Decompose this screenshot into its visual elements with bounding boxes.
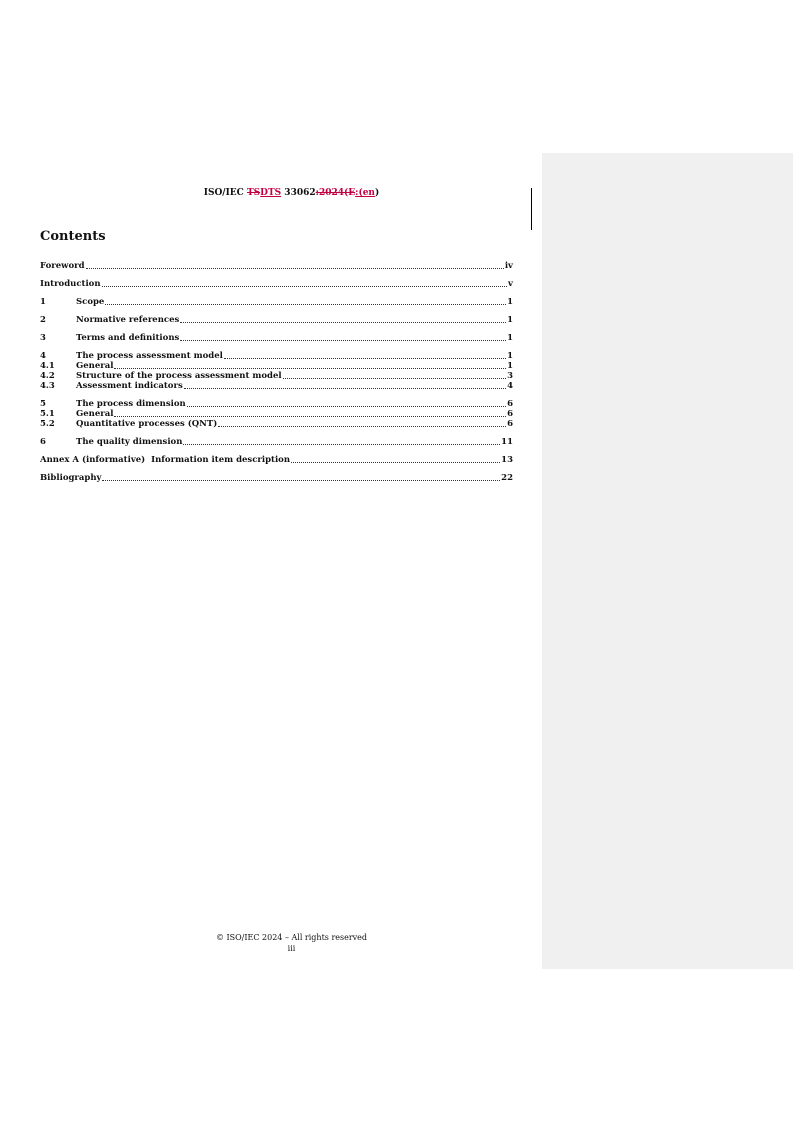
copyright-notice: © ISO/IEC 2024 – All rights reserved bbox=[215, 933, 368, 942]
header-close: ) bbox=[374, 188, 380, 198]
header-prefix: ISO/IEC bbox=[203, 188, 247, 198]
toc-label: Introduction bbox=[40, 279, 101, 289]
toc-page: iv bbox=[504, 261, 513, 271]
toc-leader bbox=[183, 444, 500, 445]
toc-number: 6 bbox=[40, 437, 46, 447]
toc-label: Scope bbox=[76, 297, 105, 307]
toc-page: 1 bbox=[507, 361, 513, 371]
toc-entry-annex-a[interactable] bbox=[40, 455, 513, 465]
toc-label: Annex A (informative) Information item description bbox=[40, 455, 291, 465]
inserted-dts: DTS bbox=[260, 188, 282, 198]
toc-leader bbox=[218, 426, 506, 427]
toc-label: Foreword bbox=[40, 261, 85, 271]
toc-entry-general-4-1[interactable] bbox=[40, 361, 513, 371]
toc-leader bbox=[86, 268, 504, 269]
toc-label: Assessment indicators bbox=[76, 381, 183, 391]
toc-entry-quantitative-processes[interactable] bbox=[40, 419, 513, 429]
deleted-year: :2024(E bbox=[315, 188, 356, 198]
page-title: Contents bbox=[40, 229, 106, 244]
toc-leader bbox=[105, 304, 506, 305]
toc-entry-general-5-1[interactable] bbox=[40, 409, 513, 419]
toc-entry-introduction[interactable] bbox=[40, 279, 513, 289]
toc-leader bbox=[114, 416, 506, 417]
toc-page: 6 bbox=[507, 399, 513, 409]
page-footer bbox=[0, 932, 583, 954]
toc-number: 3 bbox=[40, 333, 46, 343]
table-of-contents bbox=[40, 261, 513, 483]
toc-number: 2 bbox=[40, 315, 46, 325]
toc-page: 4 bbox=[507, 381, 513, 391]
toc-label: The process dimension bbox=[76, 399, 186, 409]
toc-entry-process-dimension[interactable] bbox=[40, 399, 513, 409]
toc-entry-terms-and-definitions[interactable] bbox=[40, 333, 513, 343]
toc-label: Normative references bbox=[76, 315, 180, 325]
toc-label: Bibliography bbox=[40, 473, 102, 483]
inserted-lang: :(en bbox=[355, 188, 375, 198]
toc-leader bbox=[283, 378, 506, 379]
toc-page: 3 bbox=[507, 371, 513, 381]
toc-entry-normative-references[interactable] bbox=[40, 315, 513, 325]
toc-number: 4 bbox=[40, 351, 46, 361]
toc-number: 4.3 bbox=[40, 381, 55, 391]
toc-entry-assessment-indicators[interactable] bbox=[40, 381, 513, 391]
document-header bbox=[0, 188, 583, 198]
toc-leader bbox=[180, 322, 506, 323]
toc-entry-foreword[interactable] bbox=[40, 261, 513, 271]
comment-pane bbox=[542, 153, 793, 969]
toc-number: 4.1 bbox=[40, 361, 55, 371]
toc-entry-bibliography[interactable] bbox=[40, 473, 513, 483]
toc-label: The process assessment model bbox=[76, 351, 223, 361]
toc-leader bbox=[224, 358, 506, 359]
toc-label: General bbox=[76, 361, 114, 371]
toc-leader bbox=[184, 388, 506, 389]
toc-page: 22 bbox=[501, 473, 513, 483]
toc-leader bbox=[187, 406, 506, 407]
toc-page: 6 bbox=[507, 419, 513, 429]
toc-number: 4.2 bbox=[40, 371, 55, 381]
toc-leader bbox=[180, 340, 506, 341]
toc-number: 5 bbox=[40, 399, 46, 409]
toc-leader bbox=[102, 480, 500, 481]
toc-page: 1 bbox=[507, 333, 513, 343]
toc-page: 13 bbox=[501, 455, 513, 465]
toc-page: 11 bbox=[501, 437, 513, 447]
toc-number: 5.2 bbox=[40, 419, 55, 429]
toc-number: 1 bbox=[40, 297, 46, 307]
toc-page: 6 bbox=[507, 409, 513, 419]
toc-entry-structure[interactable] bbox=[40, 371, 513, 381]
toc-entry-scope[interactable] bbox=[40, 297, 513, 307]
toc-entry-process-assessment-model[interactable] bbox=[40, 351, 513, 361]
toc-page: v bbox=[508, 279, 513, 289]
toc-leader bbox=[291, 462, 500, 463]
header-number: 33062 bbox=[281, 188, 316, 198]
deleted-ts: TS bbox=[246, 188, 261, 198]
toc-label: Structure of the process assessment model bbox=[76, 371, 282, 381]
toc-label: The quality dimension bbox=[76, 437, 183, 447]
toc-page: 1 bbox=[507, 351, 513, 361]
toc-number: 5.1 bbox=[40, 409, 55, 419]
toc-label: General bbox=[76, 409, 114, 419]
toc-label: Quantitative processes (QNT) bbox=[76, 419, 218, 429]
toc-page: 1 bbox=[507, 315, 513, 325]
toc-leader bbox=[102, 286, 508, 287]
toc-leader bbox=[114, 368, 506, 369]
toc-entry-quality-dimension[interactable] bbox=[40, 437, 513, 447]
toc-page: 1 bbox=[507, 297, 513, 307]
toc-label: Terms and definitions bbox=[76, 333, 180, 343]
page-number: iii bbox=[287, 944, 296, 953]
